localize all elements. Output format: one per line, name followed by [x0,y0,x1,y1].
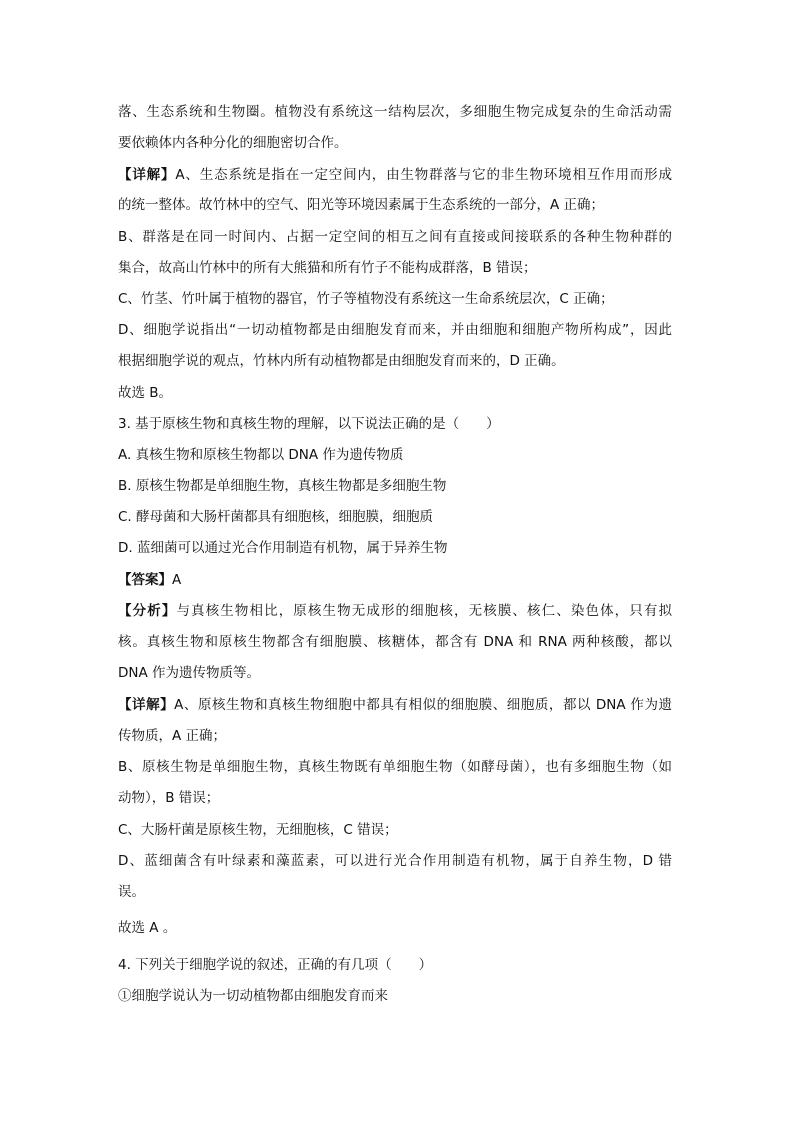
line-text: D、蓝细菌含有叶绿素和藻蓝素，可以进行光合作用制造有机物，属于自养生物，D 错 [118,853,672,869]
conclusion-line [118,383,672,403]
text-line [118,289,672,309]
line-text: D. 蓝细菌可以通过光合作用制造有机物，属于异养生物 [118,540,448,556]
line-text: 动物），B 错误； [118,790,220,806]
detail-heading-line [118,695,672,715]
line-text: 的统一整体。故竹林中的空气、阳光等环境因素属于生态系统的一部分，A 正确； [118,197,605,213]
line-text: 4. 下列关于细胞学说的叙述，正确的有几项（ ） [118,957,433,973]
answer-label: 【答案】 [118,572,172,588]
text-line [118,757,672,777]
line-text: 3. 基于原核生物和真核生物的理解，以下说法正确的是（ ） [118,416,500,432]
line-text: ①细胞学说认为一切动植物都由细胞发育而来 [118,988,388,1004]
question-3-option-d [118,538,672,558]
text-line [118,195,672,215]
line-text: 核。真核生物和原核生物都含有细胞膜、核糖体，都含有 DNA 和 RNA 两种核酸，都以 [118,634,672,650]
text-line [118,726,672,746]
answer-line [118,570,672,590]
detail-label: 【详解】 [118,697,175,713]
text-line [118,851,672,871]
line-text: A. 真核生物和原核生物都以 DNA 作为遗传物质 [118,447,404,463]
line-text: B、原核生物是单细胞生物，真核生物既有单细胞生物（如酵母菌），也有多细胞生物（如 [118,759,672,775]
question-3-option-b [118,476,672,496]
line-text: C、大肠杆菌是原核生物，无细胞核，C 错误； [118,822,398,838]
line-text: D、细胞学说指出“一切动植物都是由细胞发育而来，并由细胞和细胞产物所构成”，因此 [118,322,672,338]
line-text: B、群落是在同一时间内、占据一定空间的相互之间有直接或间接联系的各种生物种群的 [118,229,672,245]
question-3-option-a [118,445,672,465]
conclusion-line [118,918,672,938]
text-line [118,320,672,340]
text-line [118,227,672,247]
line-text: C、竹茎、竹叶属于植物的器官，竹子等植物没有系统这一生命系统层次，C 正确； [118,291,614,307]
analysis-heading-line [118,601,672,621]
text-line [118,632,672,652]
question-4-statement-1 [118,986,672,1006]
line-text: 故选 B。 [118,385,173,401]
line-text: 与真核生物相比，原核生物无成形的细胞核，无核膜、核仁、染色体，只有拟 [176,603,672,619]
question-3-stem [118,414,672,434]
line-text: B. 原核生物都是单细胞生物，真核生物都是多细胞生物 [118,478,447,494]
line-text: DNA 作为遗传物质等。 [118,665,261,681]
line-text: 传物质，A 正确； [118,728,227,744]
line-text: 落、生态系统和生物圈。植物没有系统这一结构层次，多细胞生物完成复杂的生命活动需 [118,104,672,120]
text-line [118,788,672,808]
line-text: 误。 [118,884,145,900]
text-line [118,351,672,371]
line-text: C. 酵母菌和大肠杆菌都具有细胞核，细胞膜，细胞质 [118,509,434,525]
text-line [118,820,672,840]
line-text: 故选 A 。 [118,920,177,936]
question-3-option-c [118,507,672,527]
line-text: 根据细胞学说的观点，竹林内所有动植物都是由细胞发育而来的，D 正确。 [118,353,565,369]
analysis-label: 【分析】 [118,603,177,619]
text-line [118,258,672,278]
question-4-stem [118,955,672,975]
text-line [118,133,672,153]
line-text: 集合，故高山竹林中的所有大熊猫和所有竹子不能构成群落，B 错误； [118,260,537,276]
text-line [118,663,672,683]
line-text: A、原核生物和真核生物细胞中都具有相似的细胞膜、细胞质，都以 DNA 作为遗 [174,697,672,713]
text-line [118,102,672,122]
text-line [118,882,672,902]
line-text: 要依赖体内各种分化的细胞密切合作。 [118,135,348,151]
detail-label: 【详解】 [118,167,176,183]
line-text: A、生态系统是指在一定空间内，由生物群落与它的非生物环境相互作用而形成 [175,167,672,183]
detail-heading-line [118,165,672,185]
answer-value: A [172,572,182,588]
